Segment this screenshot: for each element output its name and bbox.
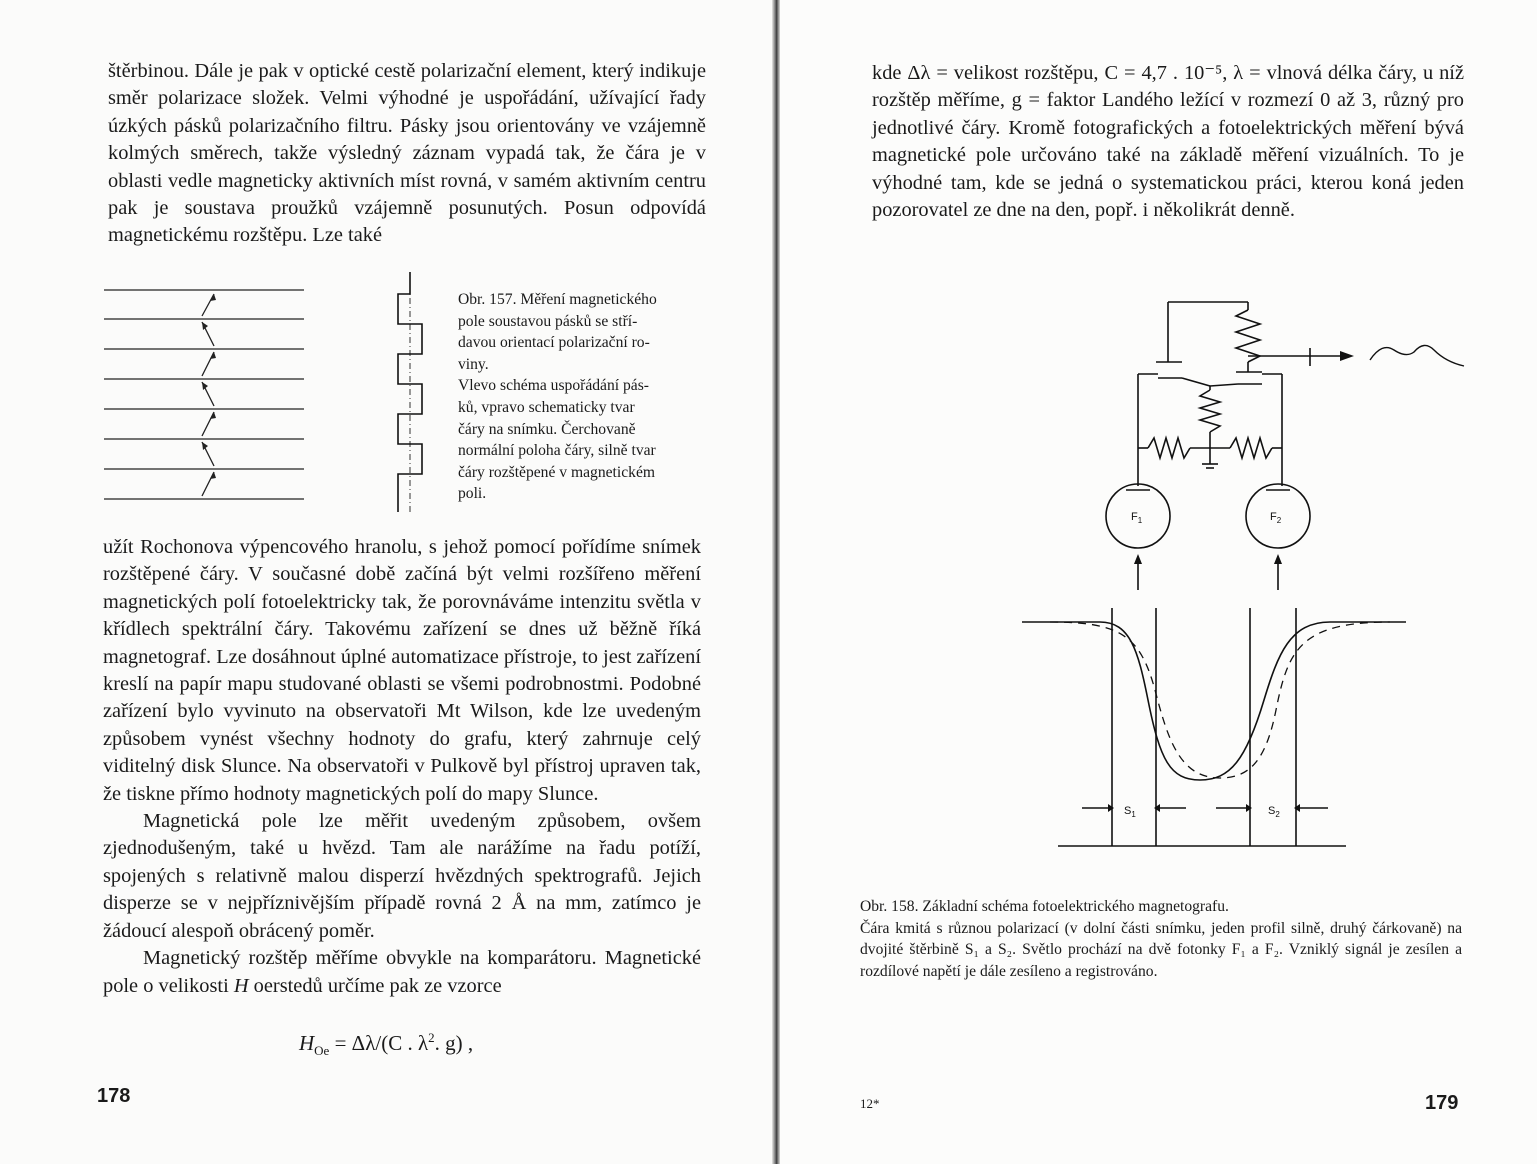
caption-line: ků, vpravo schematicky tvar (458, 398, 635, 416)
page-number-left: 178 (97, 1085, 131, 1107)
caption-line: poli. (458, 485, 487, 503)
formula-field-strength: $H_{Oe} = \Delta\lambda/(C$ . $\lambda^2$. g) , (299, 1030, 474, 1059)
caption-line: čáry rozštěpené v magnetickém (458, 463, 655, 481)
caption-line: davou orientací polarizační ro- (458, 334, 650, 352)
caption-title: Obr. 158. Základní schéma fotoelektrického magnetografu. (860, 898, 1229, 915)
left-paragraph-top: štěrbinou. Dále je pak v optické cestě polarizační element, který indikuje směr polarizace složek. Velmi výhodné je uspořádání, užívající řady úzkých pásků polarizačního filtru. Pásky jsou orientovány ve vzájemně kolmých směrech, takže výsledný záznam vypadá tak, že čára je v oblasti vedle magneticky aktivních míst rovná, v samém aktivním centru pak je soustava proužků vzájemně posunutých. Posun odpovídá magnetickému rozštěpu. Lze také (108, 60, 706, 247)
left-paragraph-stars: Magnetická pole lze měřit uvedeným způsobem, ovšem zjednodušeným, také u hvězd. Tam ale narážíme na řadu potíží, spojených s relativně malou disperzí hvězdných spektrografů. Jejich disperze se v nejpříznivějším případě rovná 2 Å na mm, zatímco je žádoucí alespoň obrácený poměr. (103, 810, 701, 942)
figure-158-caption (860, 896, 1462, 982)
caption-line: normální poloha čáry, silně tvar (458, 442, 656, 460)
caption-line: čáry na snímku. Čerchovaně (458, 420, 636, 438)
slit-label-s1: $S_1$ (1124, 805, 1136, 819)
photocell-label-f2: $F_2$ (1270, 511, 1282, 525)
caption-line: pole soustavou pásků se stří- (458, 312, 638, 330)
page-number-right: 179 (1425, 1092, 1459, 1114)
printer-signature: 12* (860, 1096, 880, 1111)
caption-line: viny. (458, 355, 489, 373)
left-paragraph-comparator: Magnetický rozštěp měříme obvykle na komparátoru. Magnetické pole o velikosti H oerstedů určíme pak ze vzorce (103, 947, 701, 997)
figure-157-caption (458, 289, 703, 505)
caption-line: Obr. 157. Měření magnetického (458, 291, 657, 308)
left-paragraph-middle: užít Rochonova výpencového hranolu, s jehož pomocí pořídíme snímek rozštěpené čáry. V současné době začíná být velmi rozšířeno měření magnetických polí fotoelektricky tak, že porovnáváme intenzitu světla v křídlech spektrální čáry. Takovému zařízení se dnes už běžně říká magnetograf. Lze dosáhnout úplné automatizace přístroje, to jest zařízení kreslí na papír mapu studované oblasti se všemi podrobnostmi. Podobné zařízení bylo vyvinuto na observatoři Mt Wilson, kde lze uvedeným způsobem vynést všechny hodnoty do grafu, který zahrnuje celý viditelný disk Slunce. Na observatoři v Pulkově byl přístroj upraven tak, že tiskne přímo hodnoty magnetických polí do mapy Slunce. Magnetická pole lze měřit uvedeným způsobem, ovšem zjednodušeným, také u hvězd. Tam ale narážíme na řadu potíží, spojených s relativně malou disperzí hvězdných spektrografů. Jejich disperze se v nejpříznivějším případě rovná 2 Å na mm, zatímco je žádoucí alespoň obrácený poměr. Magnetický rozštěp měříme obvykle na komparátoru. Magnetické pole o velikosti H oerstedů určíme pak ze vzorce (103, 534, 701, 1000)
figure-157-line-shape (392, 272, 432, 512)
slit-label-s2: $S_2$ (1268, 805, 1280, 819)
figure-157-strip-schema (104, 286, 310, 506)
caption-line: Vlevo schéma uspořádání pás- (458, 377, 649, 395)
right-paragraph-top: kde Δλ = velikost rozštěpu, C = 4,7 . 10⁻⁵, λ = vlnová délka čáry, u níž rozštěp měříme, g = faktor Landého ležící v rozmezí 0 až 3, různý pro jednotlivé čáry. Kromě fotografických a fotoelektrických měření bývá magnetické pole určováno také na základě měření vizuálních. To je výhodné tam, kde se jedná o systematickou práci, kterou koná jeden pozorovatel ze dne na den, popř. i několikrát denně. (872, 62, 1464, 222)
photocell-label-f1: $F_1$ (1131, 511, 1143, 525)
figure-158-schematic (1010, 290, 1480, 860)
book-gutter (772, 0, 780, 1164)
caption-body: Čára kmitá s různou polarizací (v dolní části snímku, jeden profil silně, druhý čárkovaně) na dvojité štěrbině S₁ a S₂. Světlo prochází na dvě fotonky F₁ a F₂. Vzniklý signál je zesílen a rozdílové napětí je dále zesíleno a registrováno. (860, 919, 1462, 980)
